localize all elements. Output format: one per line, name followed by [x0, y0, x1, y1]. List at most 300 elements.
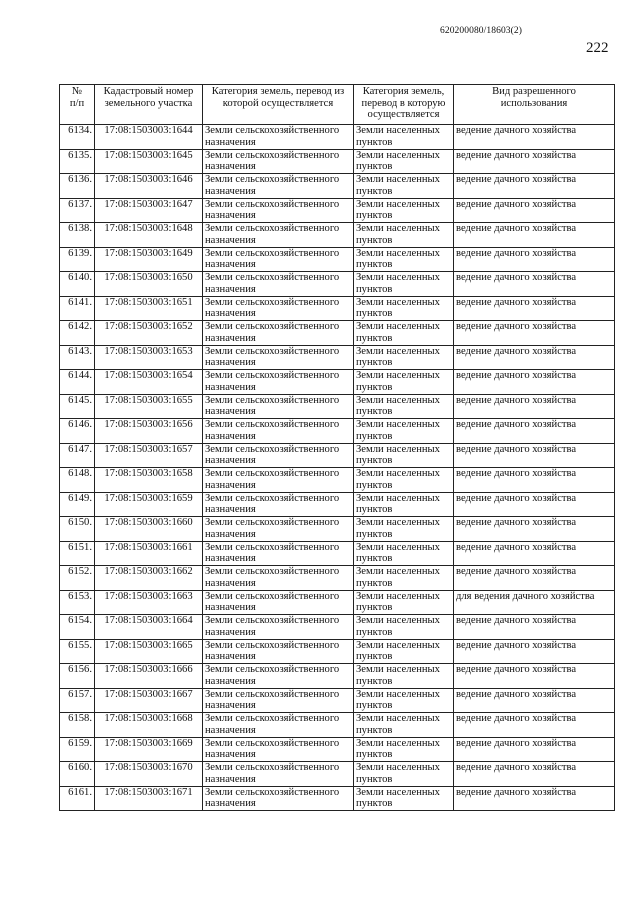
category-from-line1: Земли сельскохозяйственного [205, 125, 340, 136]
category-to-line1: Земли населенных [356, 664, 440, 675]
col-header-category-to [354, 85, 454, 125]
cadastral-number: 17:08:1503003:1645 [95, 149, 203, 174]
category-from-line1: Земли сельскохозяйственного [205, 590, 340, 602]
category-to-line2: пунктов [356, 577, 393, 589]
category-from-line2: назначения [205, 504, 256, 516]
category-to-line1: Земли населенных [356, 321, 440, 332]
category-from-line1: Земли сельскохозяйственного [205, 762, 340, 773]
category-from-line1: Земли сельскохозяйственного [205, 443, 340, 455]
category-from-cell [203, 664, 354, 689]
category-from-line1: Земли сельскохозяйственного [205, 345, 340, 357]
permitted-use: для ведения дачного хозяйства [454, 590, 615, 615]
row-number: 6142. [60, 321, 95, 346]
category-to-cell [354, 272, 454, 297]
permitted-use: ведение дачного хозяйства [454, 762, 615, 787]
row-number: 6137. [60, 198, 95, 223]
cadastral-number: 17:08:1503003:1670 [95, 762, 203, 787]
category-from-cell [203, 517, 354, 542]
row-number: 6159. [60, 737, 95, 762]
row-number: 6158. [60, 713, 95, 738]
permitted-use: ведение дачного хозяйства [454, 247, 615, 272]
row-number: 6141. [60, 296, 95, 321]
category-to-cell [354, 321, 454, 346]
category-from-line2: назначения [205, 479, 256, 491]
row-number: 6160. [60, 762, 95, 787]
col-header-category-from-line2: которой осуществляется [222, 97, 334, 109]
row-number: 6134. [60, 125, 95, 150]
row-number: 6138. [60, 223, 95, 248]
category-to-cell [354, 590, 454, 615]
row-number: 6152. [60, 566, 95, 591]
category-to-line1: Земли населенных [356, 394, 440, 406]
category-to-cell [354, 713, 454, 738]
category-from-cell [203, 345, 354, 370]
category-to-line1: Земли населенных [356, 223, 440, 234]
col-header-category-to-line3: осуществляется [367, 109, 440, 121]
category-to-line2: пунктов [356, 161, 393, 173]
cadastral-number: 17:08:1503003:1654 [95, 370, 203, 395]
cadastral-number: 17:08:1503003:1658 [95, 468, 203, 493]
category-from-line2: назначения [205, 724, 256, 736]
header-row [60, 85, 615, 125]
category-from-line1: Земли сельскохозяйственного [205, 492, 340, 504]
table-row [60, 419, 615, 444]
col-header-number-line2: п/п [69, 97, 85, 109]
table-row [60, 345, 615, 370]
col-header-number-line1: № [71, 86, 83, 97]
category-to-line1: Земли населенных [356, 125, 440, 136]
permitted-use: ведение дачного хозяйства [454, 296, 615, 321]
category-from-cell [203, 198, 354, 223]
category-from-line1: Земли сельскохозяйственного [205, 174, 340, 185]
cadastral-number: 17:08:1503003:1653 [95, 345, 203, 370]
table-row [60, 664, 615, 689]
col-header-category-from [203, 85, 354, 125]
category-to-line2: пунктов [356, 210, 393, 222]
category-to-line2: пунктов [356, 700, 393, 712]
category-from-cell [203, 419, 354, 444]
category-to-line2: пунктов [356, 626, 393, 638]
category-to-line1: Земли населенных [356, 615, 440, 626]
category-to-line2: пунктов [356, 430, 393, 442]
cadastral-number: 17:08:1503003:1648 [95, 223, 203, 248]
category-to-line2: пунктов [356, 185, 393, 197]
category-to-line2: пунктов [356, 136, 393, 148]
category-to-cell [354, 517, 454, 542]
category-to-line2: пунктов [356, 504, 393, 516]
category-from-line1: Земли сельскохозяйственного [205, 394, 340, 406]
category-from-cell [203, 370, 354, 395]
row-number: 6145. [60, 394, 95, 419]
category-from-line2: назначения [205, 455, 256, 467]
category-from-line2: назначения [205, 283, 256, 295]
permitted-use: ведение дачного хозяйства [454, 370, 615, 395]
category-from-line2: назначения [205, 577, 256, 589]
cadastral-number: 17:08:1503003:1656 [95, 419, 203, 444]
category-from-cell [203, 615, 354, 640]
category-from-cell [203, 272, 354, 297]
category-to-cell [354, 615, 454, 640]
category-to-line2: пунктов [356, 332, 393, 344]
category-from-line2: назначения [205, 626, 256, 638]
category-to-line1: Земли населенных [356, 370, 440, 381]
cadastral-number: 17:08:1503003:1660 [95, 517, 203, 542]
table-row [60, 443, 615, 468]
category-from-cell [203, 786, 354, 811]
category-to-line2: пунктов [356, 773, 393, 785]
category-to-line1: Земли населенных [356, 517, 440, 528]
category-to-cell [354, 664, 454, 689]
table-row [60, 639, 615, 664]
table-row [60, 762, 615, 787]
category-to-line1: Земли населенных [356, 419, 440, 430]
category-from-line2: назначения [205, 700, 256, 712]
cadastral-number: 17:08:1503003:1651 [95, 296, 203, 321]
category-to-cell [354, 149, 454, 174]
cadastral-number: 17:08:1503003:1669 [95, 737, 203, 762]
cadastral-number: 17:08:1503003:1662 [95, 566, 203, 591]
col-header-cadastral-line2: земельного участка [104, 97, 193, 109]
category-to-line2: пунктов [356, 602, 393, 614]
row-number: 6153. [60, 590, 95, 615]
category-to-cell [354, 492, 454, 517]
category-to-line2: пунктов [356, 259, 393, 271]
permitted-use: ведение дачного хозяйства [454, 639, 615, 664]
permitted-use: ведение дачного хозяйства [454, 615, 615, 640]
table-row [60, 370, 615, 395]
cadastral-number: 17:08:1503003:1664 [95, 615, 203, 640]
category-from-line2: назначения [205, 185, 256, 197]
category-to-cell [354, 247, 454, 272]
permitted-use: ведение дачного хозяйства [454, 345, 615, 370]
category-to-line2: пунктов [356, 675, 393, 687]
category-to-cell [354, 639, 454, 664]
table-row [60, 394, 615, 419]
category-from-line2: назначения [205, 602, 256, 614]
cadastral-number: 17:08:1503003:1652 [95, 321, 203, 346]
category-to-line1: Земли населенных [356, 713, 440, 724]
col-header-permitted-use [454, 85, 615, 125]
row-number: 6136. [60, 174, 95, 199]
table-row [60, 492, 615, 517]
category-to-line2: пунктов [356, 455, 393, 467]
category-from-line2: назначения [205, 430, 256, 442]
category-to-line2: пунктов [356, 798, 393, 810]
category-to-line1: Земли населенных [356, 272, 440, 283]
category-to-line1: Земли населенных [356, 737, 440, 749]
category-to-line1: Земли населенных [356, 762, 440, 773]
row-number: 6154. [60, 615, 95, 640]
category-from-line2: назначения [205, 161, 256, 173]
category-to-line1: Земли населенных [356, 541, 440, 553]
permitted-use: ведение дачного хозяйства [454, 125, 615, 150]
cadastral-number: 17:08:1503003:1661 [95, 541, 203, 566]
table-row [60, 149, 615, 174]
category-from-cell [203, 590, 354, 615]
category-to-cell [354, 468, 454, 493]
permitted-use: ведение дачного хозяйства [454, 737, 615, 762]
category-from-line2: назначения [205, 357, 256, 369]
category-from-cell [203, 762, 354, 787]
category-from-cell [203, 468, 354, 493]
category-from-cell [203, 443, 354, 468]
cadastral-number: 17:08:1503003:1659 [95, 492, 203, 517]
table-row [60, 713, 615, 738]
category-from-line2: назначения [205, 675, 256, 687]
table-row [60, 174, 615, 199]
category-from-line1: Земли сельскохозяйственного [205, 272, 340, 283]
table-header [60, 85, 615, 125]
category-from-line1: Земли сельскохозяйственного [205, 664, 340, 675]
land-plots-table [59, 84, 615, 811]
category-to-line2: пунктов [356, 651, 393, 663]
category-to-line2: пунктов [356, 406, 393, 418]
category-to-line1: Земли населенных [356, 149, 440, 161]
category-from-line2: назначения [205, 749, 256, 761]
cadastral-number: 17:08:1503003:1647 [95, 198, 203, 223]
col-header-category-to-line1: Категория земель, [362, 86, 445, 97]
table-row [60, 517, 615, 542]
table-row [60, 125, 615, 150]
category-from-line1: Земли сельскохозяйственного [205, 713, 340, 724]
row-number: 6146. [60, 419, 95, 444]
cadastral-number: 17:08:1503003:1646 [95, 174, 203, 199]
cadastral-number: 17:08:1503003:1666 [95, 664, 203, 689]
category-to-cell [354, 370, 454, 395]
category-from-cell [203, 492, 354, 517]
permitted-use: ведение дачного хозяйства [454, 688, 615, 713]
permitted-use: ведение дачного хозяйства [454, 394, 615, 419]
category-to-line1: Земли населенных [356, 345, 440, 357]
permitted-use: ведение дачного хозяйства [454, 272, 615, 297]
table-row [60, 541, 615, 566]
page-number: 222 [586, 40, 609, 56]
category-from-line2: назначения [205, 553, 256, 565]
category-from-cell [203, 296, 354, 321]
category-from-line2: назначения [205, 798, 256, 810]
category-to-line2: пунктов [356, 479, 393, 491]
col-header-permitted-use-line2: использования [500, 97, 568, 109]
table-row [60, 247, 615, 272]
category-from-line1: Земли сельскохозяйственного [205, 321, 340, 332]
category-from-line2: назначения [205, 234, 256, 246]
category-from-cell [203, 541, 354, 566]
permitted-use: ведение дачного хозяйства [454, 566, 615, 591]
table-row [60, 468, 615, 493]
row-number: 6150. [60, 517, 95, 542]
table-row [60, 198, 615, 223]
cadastral-number: 17:08:1503003:1667 [95, 688, 203, 713]
table-row [60, 272, 615, 297]
category-to-cell [354, 174, 454, 199]
category-from-line1: Земли сельскохозяйственного [205, 566, 340, 577]
category-from-line1: Земли сельскохозяйственного [205, 639, 340, 651]
category-from-cell [203, 737, 354, 762]
row-number: 6155. [60, 639, 95, 664]
category-to-line1: Земли населенных [356, 296, 440, 308]
row-number: 6144. [60, 370, 95, 395]
col-header-category-to-line2: перевод в которую [361, 97, 446, 109]
category-to-line1: Земли населенных [356, 468, 440, 479]
col-header-category-from-line1: Категория земель, перевод из [211, 86, 345, 97]
cadastral-number: 17:08:1503003:1650 [95, 272, 203, 297]
table-body [60, 125, 615, 811]
table-row [60, 223, 615, 248]
permitted-use: ведение дачного хозяйства [454, 468, 615, 493]
row-number: 6149. [60, 492, 95, 517]
category-from-cell [203, 149, 354, 174]
row-number: 6156. [60, 664, 95, 689]
cadastral-number: 17:08:1503003:1655 [95, 394, 203, 419]
category-to-cell [354, 737, 454, 762]
category-to-cell [354, 566, 454, 591]
permitted-use: ведение дачного хозяйства [454, 541, 615, 566]
permitted-use: ведение дачного хозяйства [454, 664, 615, 689]
category-from-line2: назначения [205, 381, 256, 393]
category-from-line1: Земли сельскохозяйственного [205, 198, 340, 210]
category-from-line2: назначения [205, 528, 256, 540]
category-to-cell [354, 419, 454, 444]
category-to-line1: Земли населенных [356, 492, 440, 504]
cadastral-number: 17:08:1503003:1649 [95, 247, 203, 272]
permitted-use: ведение дачного хозяйства [454, 443, 615, 468]
category-from-line1: Земли сельскохозяйственного [205, 149, 340, 161]
category-from-line2: назначения [205, 308, 256, 320]
category-from-line1: Земли сельскохозяйственного [205, 541, 340, 553]
category-to-line2: пунктов [356, 381, 393, 393]
document-id: 620200080/18603(2) [440, 26, 523, 36]
category-to-line1: Земли населенных [356, 247, 440, 259]
table-row [60, 786, 615, 811]
category-from-line2: назначения [205, 773, 256, 785]
row-number: 6151. [60, 541, 95, 566]
category-from-cell [203, 223, 354, 248]
category-to-cell [354, 541, 454, 566]
cadastral-number: 17:08:1503003:1665 [95, 639, 203, 664]
permitted-use: ведение дачного хозяйства [454, 198, 615, 223]
category-to-line2: пунктов [356, 724, 393, 736]
permitted-use: ведение дачного хозяйства [454, 517, 615, 542]
category-from-line1: Земли сельскохозяйственного [205, 688, 340, 700]
row-number: 6161. [60, 786, 95, 811]
table-row [60, 688, 615, 713]
category-to-line1: Земли населенных [356, 688, 440, 700]
category-to-cell [354, 198, 454, 223]
category-to-cell [354, 786, 454, 811]
category-from-cell [203, 713, 354, 738]
category-to-line1: Земли населенных [356, 566, 440, 577]
row-number: 6140. [60, 272, 95, 297]
category-from-line1: Земли сельскохозяйственного [205, 223, 340, 234]
category-to-line2: пунктов [356, 283, 393, 295]
table-row [60, 590, 615, 615]
row-number: 6143. [60, 345, 95, 370]
category-to-cell [354, 688, 454, 713]
permitted-use: ведение дачного хозяйства [454, 786, 615, 811]
category-from-line1: Земли сельскохозяйственного [205, 786, 340, 798]
category-to-line1: Земли населенных [356, 174, 440, 185]
category-from-line1: Земли сельскохозяйственного [205, 296, 340, 308]
table-row [60, 296, 615, 321]
category-from-line1: Земли сельскохозяйственного [205, 517, 340, 528]
category-to-line2: пунктов [356, 749, 393, 761]
category-to-cell [354, 345, 454, 370]
category-from-cell [203, 566, 354, 591]
category-from-line2: назначения [205, 136, 256, 148]
category-from-cell [203, 174, 354, 199]
cadastral-number: 17:08:1503003:1644 [95, 125, 203, 150]
category-from-cell [203, 125, 354, 150]
category-from-line2: назначения [205, 651, 256, 663]
category-from-line2: назначения [205, 332, 256, 344]
category-to-line2: пунктов [356, 308, 393, 320]
col-header-number [60, 85, 95, 125]
category-to-cell [354, 223, 454, 248]
category-from-cell [203, 321, 354, 346]
category-from-line2: назначения [205, 259, 256, 271]
category-to-line2: пунктов [356, 234, 393, 246]
table-row [60, 615, 615, 640]
category-to-cell [354, 394, 454, 419]
row-number: 6139. [60, 247, 95, 272]
category-to-line2: пунктов [356, 553, 393, 565]
category-to-line1: Земли населенных [356, 590, 440, 602]
col-header-permitted-use-line1: Вид разрешенного [492, 86, 576, 97]
category-from-line1: Земли сельскохозяйственного [205, 419, 340, 430]
cadastral-number: 17:08:1503003:1671 [95, 786, 203, 811]
category-from-line2: назначения [205, 406, 256, 418]
category-from-line1: Земли сельскохозяйственного [205, 615, 340, 626]
category-to-line1: Земли населенных [356, 786, 440, 798]
category-to-line2: пунктов [356, 528, 393, 540]
cadastral-number: 17:08:1503003:1663 [95, 590, 203, 615]
category-to-cell [354, 443, 454, 468]
category-to-line2: пунктов [356, 357, 393, 369]
table-row [60, 737, 615, 762]
col-header-cadastral-line1: Кадастровый номер [103, 86, 194, 97]
category-from-line1: Земли сельскохозяйственного [205, 468, 340, 479]
category-from-cell [203, 688, 354, 713]
permitted-use: ведение дачного хозяйства [454, 223, 615, 248]
category-from-cell [203, 639, 354, 664]
category-to-cell [354, 125, 454, 150]
category-from-cell [203, 394, 354, 419]
table-row [60, 321, 615, 346]
table-row [60, 566, 615, 591]
row-number: 6148. [60, 468, 95, 493]
category-from-line1: Земли сельскохозяйственного [205, 737, 340, 749]
category-from-line1: Земли сельскохозяйственного [205, 247, 340, 259]
permitted-use: ведение дачного хозяйства [454, 174, 615, 199]
permitted-use: ведение дачного хозяйства [454, 419, 615, 444]
cadastral-number: 17:08:1503003:1668 [95, 713, 203, 738]
cadastral-number: 17:08:1503003:1657 [95, 443, 203, 468]
row-number: 6135. [60, 149, 95, 174]
permitted-use: ведение дачного хозяйства [454, 149, 615, 174]
row-number: 6157. [60, 688, 95, 713]
category-to-cell [354, 762, 454, 787]
col-header-cadastral [95, 85, 203, 125]
permitted-use: ведение дачного хозяйства [454, 492, 615, 517]
category-to-line1: Земли населенных [356, 639, 440, 651]
category-from-line2: назначения [205, 210, 256, 222]
category-to-cell [354, 296, 454, 321]
permitted-use: ведение дачного хозяйства [454, 713, 615, 738]
category-to-line1: Земли населенных [356, 198, 440, 210]
permitted-use: ведение дачного хозяйства [454, 321, 615, 346]
category-from-cell [203, 247, 354, 272]
row-number: 6147. [60, 443, 95, 468]
